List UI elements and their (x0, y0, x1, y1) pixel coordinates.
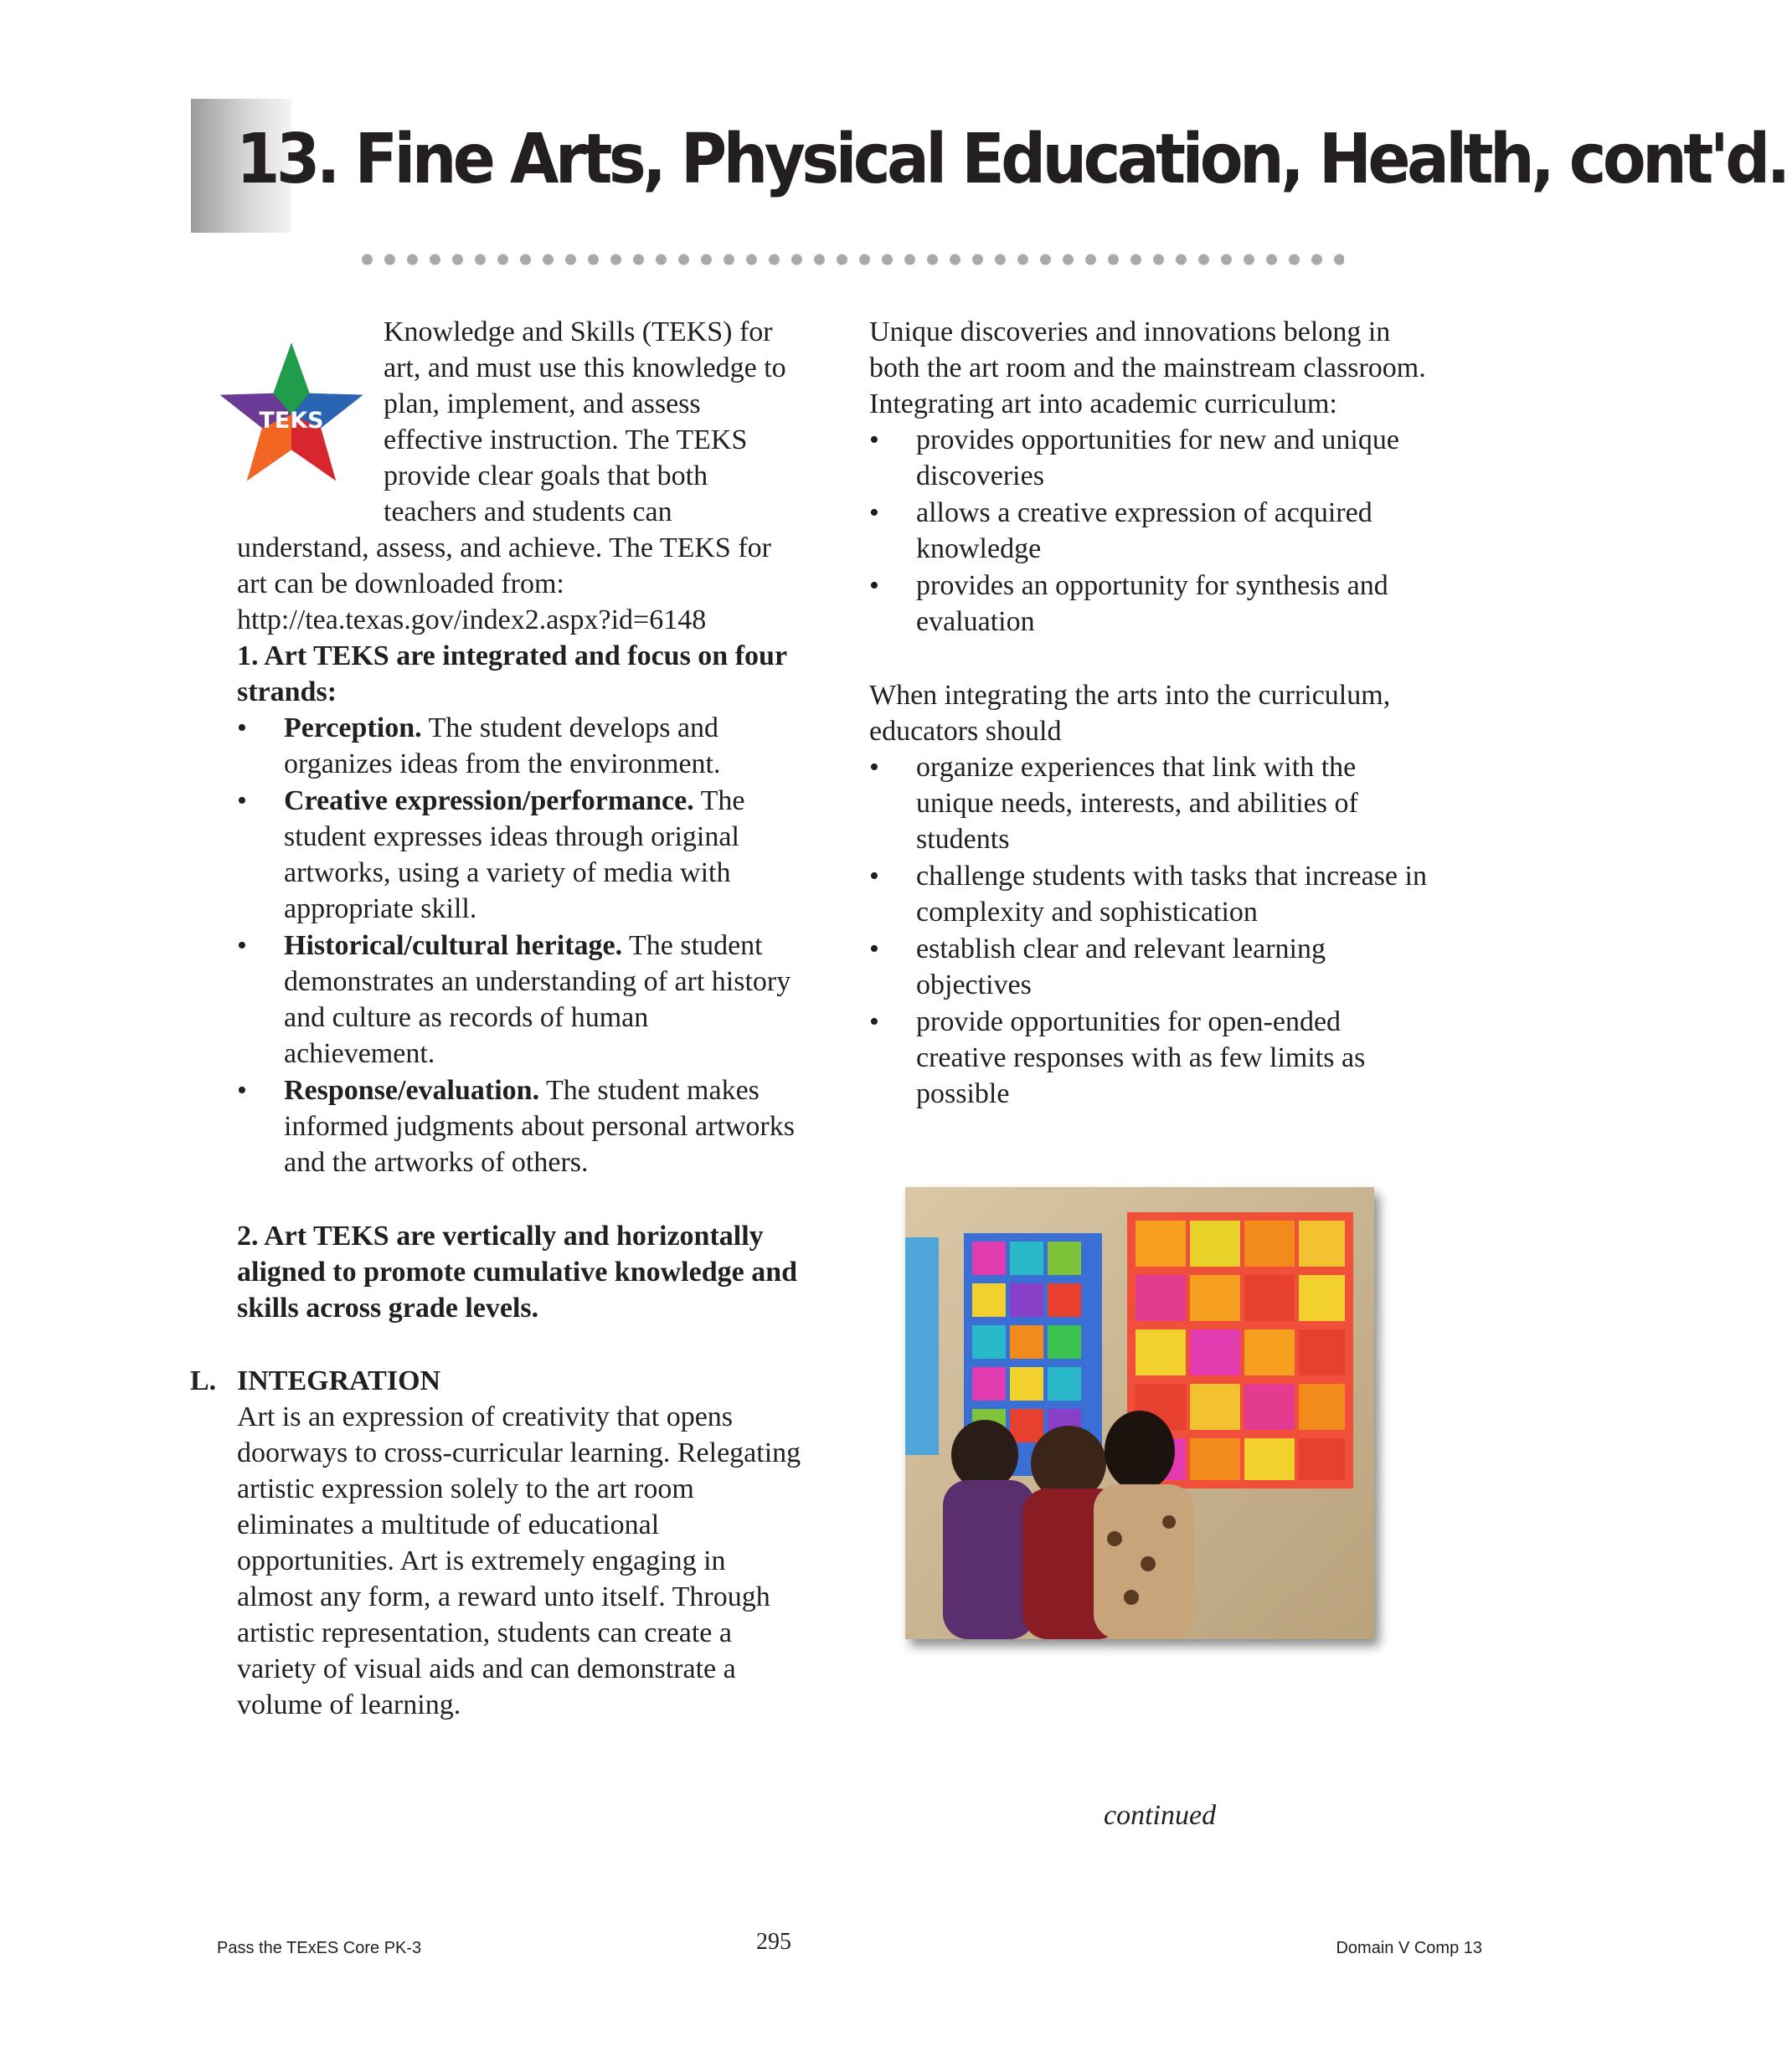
strand-term: Response/evaluation. (284, 1075, 540, 1106)
teks-star-label: TEKS (259, 408, 324, 434)
strand-text: The student makes informed judgments about personal artworks and the artworks of others. (284, 1075, 795, 1178)
strand-text: The student demonstrates an understanding of art history and culture as records of human achievement. (284, 930, 791, 1069)
list-item: • challenge students with tasks that increase in complexity and sophistication (869, 858, 1430, 930)
footer-section-label: Domain V Comp 13 (1336, 1939, 1482, 1957)
section-title: INTEGRATION (237, 1365, 441, 1396)
strands-list (237, 710, 806, 1180)
list-item (237, 710, 806, 782)
students-silhouettes (943, 1411, 1194, 1639)
educator-actions-list (869, 749, 1430, 1112)
list-item: • organize experiences that link with the unique needs, interests, and abilities of students (869, 749, 1430, 857)
teks-download-url: http://tea.texas.gov/index2.aspx?id=6148 (237, 604, 707, 635)
section-letter: L. (190, 1365, 217, 1396)
list-item: • establish clear and relevant learning objectives (869, 931, 1430, 1003)
teks-star-icon (216, 339, 367, 490)
list-item: • allows a creative expression of acquired knowledge (869, 495, 1430, 567)
teks-intro-text: Knowledge and Skills (TEKS) for art, and must use this knowledge to plan, implement, and assess effective instruction. The TEKS provide clear goals that both teachers and students can understand, assess, and achieve. The TEKS for art can be downloaded from: (237, 316, 786, 599)
page-number: 295 (756, 1929, 791, 1955)
continued-label: continued (1104, 1800, 1217, 1831)
strand-term: Creative expression/performance. (284, 785, 694, 816)
integration-benefits-list (869, 422, 1430, 640)
strand-text: The student expresses ideas through original artworks, using a variety of media with appropriate skill. (284, 785, 745, 924)
list-item: • provides an opportunity for synthesis and evaluation (869, 568, 1430, 640)
list-item: • provide opportunities for open-ended creative responses with as few limits as possible (869, 1004, 1430, 1112)
point-1-heading: 1. Art TEKS are integrated and focus on four strands: (237, 640, 787, 707)
page-title: 13. Fine Arts, Physical Education, Health, cont'd. (236, 120, 1787, 199)
students-art-display-photo (905, 1187, 1374, 1639)
list-item (237, 1072, 806, 1180)
strand-text: The student develops and organizes ideas from the environment. (284, 712, 721, 779)
list-item: • provides opportunities for new and unique discoveries (869, 422, 1430, 494)
strand-term: Historical/cultural heritage. (284, 930, 623, 961)
footer-book-title: Pass the TExES Core PK-3 (217, 1939, 422, 1957)
right-column (869, 314, 1430, 1113)
list-item (237, 928, 806, 1072)
dotted-rule (356, 254, 1344, 265)
integration-body: Art is an expression of creativity that opens doorways to cross-curricular learning. Relegating artistic expression solely to the art room eliminates a multitude of educational opportunities. Art is extremely engaging in almost any form, a reward unto itself. Through artistic representation, students can create a variety of visual aids and can demonstrate a volume of learning. (237, 1401, 801, 1720)
educators-intro: When integrating the arts into the curriculum, educators should (869, 680, 1391, 747)
strand-term: Perception. (284, 712, 422, 743)
point-2-heading: 2. Art TEKS are vertically and horizontally aligned to promote cumulative knowledge and skills across grade levels. (237, 1221, 798, 1324)
left-column (190, 314, 806, 1723)
section-heading (190, 1363, 806, 1399)
integration-intro: Unique discoveries and innovations belong in both the art room and the mainstream classroom. Integrating art into academic curriculum: (869, 316, 1426, 419)
list-item (237, 783, 806, 927)
